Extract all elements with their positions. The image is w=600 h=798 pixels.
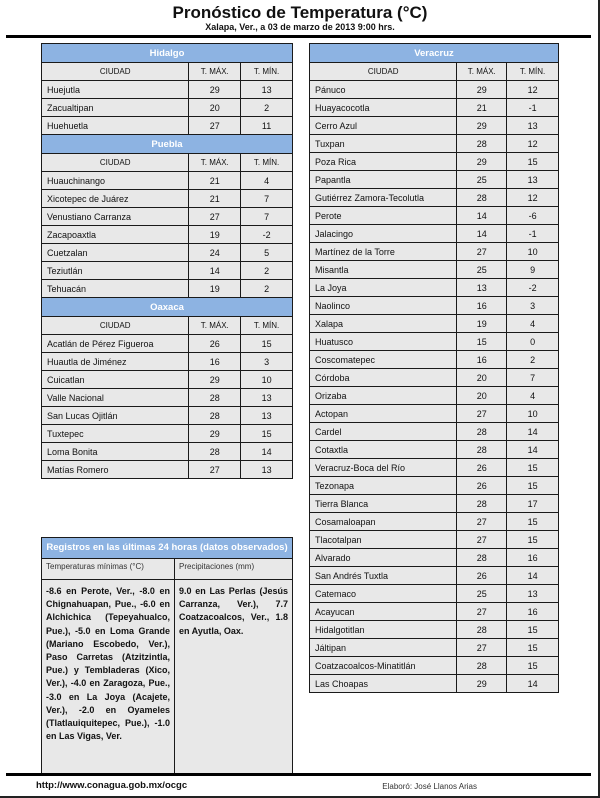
city-cell: Tezonapa xyxy=(310,477,457,495)
min-temp-cell: 10 xyxy=(507,405,559,423)
table-row xyxy=(310,459,559,477)
max-temp-cell: 27 xyxy=(457,603,507,621)
max-temp-cell: 13 xyxy=(457,279,507,297)
min-temp-cell: 14 xyxy=(507,441,559,459)
city-cell: Hidalgotitlan xyxy=(310,621,457,639)
column-header-row xyxy=(42,154,293,172)
table-row xyxy=(310,225,559,243)
table-row xyxy=(42,389,293,407)
min-temp-cell: 13 xyxy=(507,117,559,135)
min-temp-cell: 17 xyxy=(507,495,559,513)
table-row xyxy=(310,423,559,441)
max-temp-cell: 27 xyxy=(457,405,507,423)
table-row xyxy=(310,207,559,225)
max-temp-cell: 29 xyxy=(457,675,507,693)
min-temp-cell: 15 xyxy=(507,513,559,531)
precip-header: Precipitaciones (mm) xyxy=(179,562,255,571)
max-temp-cell: 20 xyxy=(189,99,241,117)
min-temp-cell: 2 xyxy=(241,99,293,117)
max-temp-cell: 26 xyxy=(457,477,507,495)
city-cell: Coscomatepec xyxy=(310,351,457,369)
table-row xyxy=(42,226,293,244)
city-cell: Cosamaloapan xyxy=(310,513,457,531)
city-cell: Gutiérrez Zamora-Tecolutla xyxy=(310,189,457,207)
city-cell: San Lucas Ojitlán xyxy=(42,407,189,425)
min-temp-cell: 3 xyxy=(241,353,293,371)
max-temp-cell: 28 xyxy=(189,443,241,461)
min-temp-cell: 2 xyxy=(241,262,293,280)
max-temp-cell: 28 xyxy=(189,407,241,425)
min-temp-cell: -1 xyxy=(507,225,559,243)
max-temp-cell: 29 xyxy=(457,153,507,171)
table-row xyxy=(42,407,293,425)
city-cell: Cardel xyxy=(310,423,457,441)
min-temp-cell: 7 xyxy=(241,208,293,226)
table-row xyxy=(310,549,559,567)
column-header-row xyxy=(42,63,293,81)
min-temp-cell: -1 xyxy=(507,99,559,117)
city-cell: Veracruz-Boca del Río xyxy=(310,459,457,477)
max-temp-cell: 27 xyxy=(457,243,507,261)
table-row xyxy=(310,153,559,171)
max-temp-cell: 26 xyxy=(457,459,507,477)
bottom-divider xyxy=(6,773,591,776)
min-temp-cell: 14 xyxy=(507,423,559,441)
max-temp-cell: 19 xyxy=(457,315,507,333)
min-temp-text: -8.6 en Perote, Ver., -8.0 en Chignahuapan, Pue., -6.0 en Alchichica (Tepeyahualco, Pue.), -5.0 en Loma Grande (Mariano Escobedo, Ver.), Paso Carretas (Atzitzintla, Pue.) y Tembladeras (Xico, Ver.), -4.0 en Zaragoza, Pue., -3.0 en La Joya (Acajete, Ver.), -2.0 en Oyameles (Tlatlauiquitepec, Pue.), -1.0 en Las Vigas, Ver. xyxy=(42,580,175,773)
state-name: Puebla xyxy=(42,135,293,154)
table-row xyxy=(42,335,293,353)
state-name: Oaxaca xyxy=(42,298,293,317)
min-temp-cell: -6 xyxy=(507,207,559,225)
table-row xyxy=(310,261,559,279)
city-cell: La Joya xyxy=(310,279,457,297)
table-row xyxy=(310,99,559,117)
min-temp-cell: 12 xyxy=(507,189,559,207)
city-cell: Xicotepec de Juárez xyxy=(42,190,189,208)
min-temp-cell: 15 xyxy=(241,335,293,353)
column-header-max: T. MÁX. xyxy=(189,317,241,335)
max-temp-cell: 29 xyxy=(189,81,241,99)
min-temp-cell: 13 xyxy=(241,407,293,425)
table-row xyxy=(310,369,559,387)
city-cell: Papantla xyxy=(310,171,457,189)
min-temp-cell: 15 xyxy=(507,621,559,639)
table-row xyxy=(310,81,559,99)
min-temp-cell: 2 xyxy=(507,351,559,369)
max-temp-cell: 26 xyxy=(189,335,241,353)
min-temp-cell: -2 xyxy=(507,279,559,297)
max-temp-cell: 16 xyxy=(457,351,507,369)
min-temp-cell: -2 xyxy=(241,226,293,244)
table-row xyxy=(42,208,293,226)
min-temp-header: Temperaturas mínimas (°C) xyxy=(42,559,175,579)
min-temp-cell: 15 xyxy=(507,531,559,549)
section-header-veracruz xyxy=(310,44,559,63)
city-cell: Loma Bonita xyxy=(42,443,189,461)
city-cell: Tuxtepec xyxy=(42,425,189,443)
max-temp-cell: 25 xyxy=(457,261,507,279)
city-cell: Huatusco xyxy=(310,333,457,351)
min-temp-cell: 15 xyxy=(507,477,559,495)
min-temp-cell: 13 xyxy=(241,81,293,99)
city-cell: Jalacingo xyxy=(310,225,457,243)
max-temp-cell: 27 xyxy=(457,531,507,549)
min-temp-cell: 4 xyxy=(507,315,559,333)
max-temp-cell: 16 xyxy=(457,297,507,315)
min-temp-cell: 0 xyxy=(507,333,559,351)
max-temp-cell: 29 xyxy=(457,117,507,135)
city-cell: Huautla de Jiménez xyxy=(42,353,189,371)
city-cell: Jáltipan xyxy=(310,639,457,657)
city-cell: Tierra Blanca xyxy=(310,495,457,513)
max-temp-cell: 16 xyxy=(189,353,241,371)
max-temp-cell: 20 xyxy=(457,387,507,405)
observed-records-title: Registros en las últimas 24 horas (datos observados) xyxy=(42,538,292,559)
column-header-min: T. MÍN. xyxy=(241,63,293,81)
city-cell: Acatlán de Pérez Figueroa xyxy=(42,335,189,353)
table-row xyxy=(310,135,559,153)
column-header-min: T. MÍN. xyxy=(241,317,293,335)
city-cell: Actopan xyxy=(310,405,457,423)
min-temp-cell: 12 xyxy=(507,135,559,153)
city-cell: Coatzacoalcos-Minatitlán xyxy=(310,657,457,675)
city-cell: Tehuacán xyxy=(42,280,189,298)
column-header-city: CIUDAD xyxy=(42,154,189,172)
max-temp-cell: 21 xyxy=(457,99,507,117)
city-cell: Huayacocotla xyxy=(310,99,457,117)
min-temp-cell: 12 xyxy=(507,81,559,99)
table-row xyxy=(310,351,559,369)
min-temp-cell: 15 xyxy=(507,657,559,675)
column-header-max: T. MÁX. xyxy=(189,63,241,81)
state-name: Hidalgo xyxy=(42,44,293,63)
table-row xyxy=(310,279,559,297)
column-header-max: T. MÁX. xyxy=(457,63,507,81)
section-header-hidalgo xyxy=(42,44,293,63)
max-temp-cell: 29 xyxy=(189,371,241,389)
city-cell: Valle Nacional xyxy=(42,389,189,407)
city-cell: Matías Romero xyxy=(42,461,189,479)
table-row xyxy=(310,675,559,693)
max-temp-cell: 28 xyxy=(189,389,241,407)
max-temp-cell: 28 xyxy=(457,549,507,567)
min-temp-cell: 13 xyxy=(241,389,293,407)
max-temp-cell: 28 xyxy=(457,423,507,441)
table-row xyxy=(310,297,559,315)
min-temp-cell: 13 xyxy=(241,461,293,479)
table-row xyxy=(42,244,293,262)
max-temp-cell: 14 xyxy=(457,225,507,243)
table-row xyxy=(310,405,559,423)
max-temp-cell: 27 xyxy=(189,117,241,135)
min-temp-cell: 16 xyxy=(507,549,559,567)
table-row xyxy=(310,603,559,621)
city-cell: Xalapa xyxy=(310,315,457,333)
min-temp-cell: 10 xyxy=(507,243,559,261)
max-temp-cell: 14 xyxy=(189,262,241,280)
max-temp-cell: 27 xyxy=(189,461,241,479)
min-temp-cell: 15 xyxy=(507,153,559,171)
city-cell: Cuicatlan xyxy=(42,371,189,389)
max-temp-cell: 20 xyxy=(457,369,507,387)
city-cell: Martínez de la Torre xyxy=(310,243,457,261)
section-header-puebla xyxy=(42,135,293,154)
max-temp-cell: 28 xyxy=(457,495,507,513)
max-temp-cell: 25 xyxy=(457,171,507,189)
city-cell: Tuxpan xyxy=(310,135,457,153)
top-divider xyxy=(6,35,591,38)
table-row xyxy=(310,387,559,405)
city-cell: Acayucan xyxy=(310,603,457,621)
table-row xyxy=(310,117,559,135)
city-cell: Zacapoaxtla xyxy=(42,226,189,244)
column-header-city: CIUDAD xyxy=(310,63,457,81)
min-temp-cell: 14 xyxy=(507,675,559,693)
city-cell: Venustiano Carranza xyxy=(42,208,189,226)
max-temp-cell: 28 xyxy=(457,441,507,459)
city-cell: Teziutlán xyxy=(42,262,189,280)
city-cell: Zacualtipan xyxy=(42,99,189,117)
max-temp-cell: 29 xyxy=(189,425,241,443)
table-row xyxy=(310,315,559,333)
table-row xyxy=(310,243,559,261)
city-cell: Alvarado xyxy=(310,549,457,567)
min-temp-cell: 7 xyxy=(507,369,559,387)
table-row xyxy=(42,425,293,443)
max-temp-cell: 19 xyxy=(189,226,241,244)
state-name: Veracruz xyxy=(310,44,559,63)
table-row xyxy=(310,441,559,459)
min-temp-cell: 15 xyxy=(507,459,559,477)
max-temp-cell: 21 xyxy=(189,172,241,190)
min-temp-cell: 4 xyxy=(507,387,559,405)
table-row xyxy=(42,371,293,389)
max-temp-cell: 29 xyxy=(457,81,507,99)
table-row xyxy=(42,280,293,298)
min-temp-cell: 2 xyxy=(241,280,293,298)
column-header-min: T. MÍN. xyxy=(241,154,293,172)
city-cell: Naolinco xyxy=(310,297,457,315)
table-row xyxy=(42,443,293,461)
city-cell: Misantla xyxy=(310,261,457,279)
table-row xyxy=(310,639,559,657)
table-row xyxy=(42,353,293,371)
max-temp-cell: 28 xyxy=(457,621,507,639)
city-cell: Huauchinango xyxy=(42,172,189,190)
city-cell: Cerro Azul xyxy=(310,117,457,135)
table-row xyxy=(310,513,559,531)
min-temp-cell: 16 xyxy=(507,603,559,621)
table-row xyxy=(310,567,559,585)
min-temp-cell: 15 xyxy=(507,639,559,657)
column-header-row xyxy=(310,63,559,81)
max-temp-cell: 28 xyxy=(457,189,507,207)
max-temp-cell: 21 xyxy=(189,190,241,208)
max-temp-cell: 14 xyxy=(457,207,507,225)
table-row xyxy=(310,495,559,513)
table-row xyxy=(310,477,559,495)
column-header-max: T. MÁX. xyxy=(189,154,241,172)
column-header-row xyxy=(42,317,293,335)
max-temp-cell: 27 xyxy=(457,513,507,531)
city-cell: Perote xyxy=(310,207,457,225)
table-row xyxy=(310,189,559,207)
city-cell: Las Choapas xyxy=(310,675,457,693)
city-cell: Cotaxtla xyxy=(310,441,457,459)
city-cell: Huejutla xyxy=(42,81,189,99)
precip-text: 9.0 en Las Perlas (Jesús Carranza, Ver.), 7.7 Coatzacoalcos, Ver., 1.8 en Ayutla, Oax. xyxy=(179,586,288,636)
max-temp-cell: 24 xyxy=(189,244,241,262)
max-temp-cell: 27 xyxy=(189,208,241,226)
max-temp-cell: 27 xyxy=(457,639,507,657)
min-temp-cell: 13 xyxy=(507,171,559,189)
min-temp-cell: 15 xyxy=(241,425,293,443)
city-cell: Orizaba xyxy=(310,387,457,405)
section-header-oaxaca xyxy=(42,298,293,317)
city-cell: Pánuco xyxy=(310,81,457,99)
max-temp-cell: 19 xyxy=(189,280,241,298)
page-title: Pronóstico de Temperatura (°C) xyxy=(172,3,428,22)
table-row xyxy=(42,262,293,280)
table-row xyxy=(42,461,293,479)
city-cell: Córdoba xyxy=(310,369,457,387)
veracruz-forecast-table xyxy=(309,43,559,693)
min-temp-cell: 3 xyxy=(507,297,559,315)
table-row xyxy=(310,621,559,639)
table-row xyxy=(310,171,559,189)
city-cell: Catemaco xyxy=(310,585,457,603)
left-forecast-table xyxy=(41,43,293,479)
city-cell: Poza Rica xyxy=(310,153,457,171)
min-temp-cell: 11 xyxy=(241,117,293,135)
table-row xyxy=(310,531,559,549)
table-row xyxy=(310,585,559,603)
table-row xyxy=(42,117,293,135)
min-temp-cell: 5 xyxy=(241,244,293,262)
page-subtitle: Xalapa, Ver., a 03 de marzo de 2013 9:00 hrs. xyxy=(205,22,395,32)
table-row xyxy=(42,81,293,99)
max-temp-cell: 26 xyxy=(457,567,507,585)
max-temp-cell: 25 xyxy=(457,585,507,603)
city-cell: San Andrés Tuxtla xyxy=(310,567,457,585)
footer-url-link[interactable]: http://www.conagua.gob.mx/ocgc xyxy=(36,780,188,791)
observed-records-panel xyxy=(41,537,293,774)
min-temp-cell: 13 xyxy=(507,585,559,603)
max-temp-cell: 15 xyxy=(457,333,507,351)
city-cell: Cuetzalan xyxy=(42,244,189,262)
max-temp-cell: 28 xyxy=(457,657,507,675)
table-row xyxy=(42,99,293,117)
min-temp-cell: 9 xyxy=(507,261,559,279)
city-cell: Huehuetla xyxy=(42,117,189,135)
footer-author: Elaboró: José Llanos Arias xyxy=(382,782,477,791)
column-header-min: T. MÍN. xyxy=(507,63,559,81)
table-row xyxy=(42,172,293,190)
table-row xyxy=(42,190,293,208)
table-row xyxy=(310,657,559,675)
min-temp-cell: 14 xyxy=(241,443,293,461)
table-row xyxy=(310,333,559,351)
max-temp-cell: 28 xyxy=(457,135,507,153)
min-temp-cell: 10 xyxy=(241,371,293,389)
column-header-city: CIUDAD xyxy=(42,317,189,335)
city-cell: Tlacotalpan xyxy=(310,531,457,549)
min-temp-cell: 4 xyxy=(241,172,293,190)
column-header-city: CIUDAD xyxy=(42,63,189,81)
min-temp-cell: 7 xyxy=(241,190,293,208)
min-temp-cell: 14 xyxy=(507,567,559,585)
